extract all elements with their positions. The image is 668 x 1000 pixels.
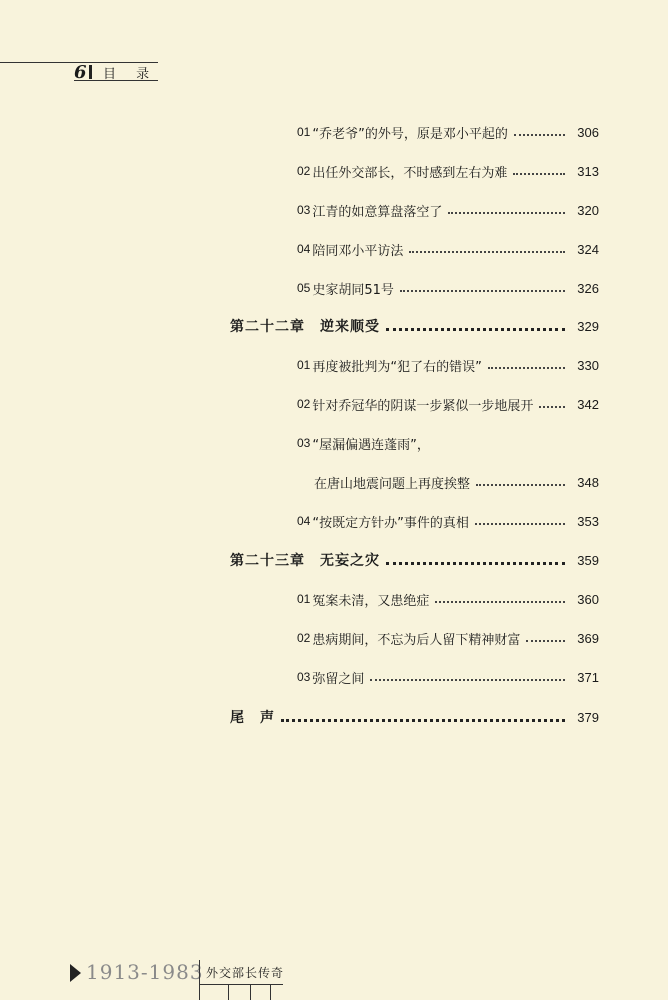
toc-entry[interactable] [297,353,599,377]
entry-number: 01 [297,125,311,139]
entry-number: 05 [297,281,311,295]
triangle-marker-icon [70,964,81,982]
entry-page: 320 [577,202,599,218]
leader-dots [435,601,565,603]
entry-number: 02 [297,164,311,178]
entry-page: 360 [577,591,599,607]
entry-title: 陪同邓小平访法 [312,243,404,259]
entry-title: “屋漏偏遇连蓬雨”， [312,437,430,453]
entry-page: 353 [577,513,599,529]
entry-page: 330 [577,357,599,373]
toc-entry[interactable] [297,431,599,455]
entry-number: 03 [297,436,311,450]
toc-entry[interactable] [297,665,599,689]
entry-title: 弥留之间 [312,671,365,687]
epilogue-title: 尾 声 [230,710,275,726]
entry-number: 01 [297,358,311,372]
footer-book-title: 外交部长传奇 [206,966,285,980]
entry-title: 出任外交部长，不时感到左右为难 [312,165,508,181]
leader-dots [448,212,565,214]
entry-page: 306 [577,124,599,140]
leader-dots [370,679,565,681]
page-number: 6 [74,62,87,83]
toc-entry[interactable] [297,392,599,416]
entry-title: 针对乔冠华的阴谋一步紧似一步地展开 [312,398,534,414]
header-title: 目 录 [103,67,158,82]
leader-dots [526,640,565,642]
entry-page: 326 [577,280,599,296]
entry-page: 348 [577,474,599,490]
toc-chapter[interactable] [230,314,599,338]
chapter-page: 359 [577,552,599,568]
entry-number: 03 [297,203,311,217]
entry-title: 江青的如意算盘落空了 [312,204,443,220]
entry-title: “乔老爷”的外号，原是邓小平起的 [312,126,508,142]
entry-title: “按既定方针办”事件的真相 [312,515,469,531]
toc-epilogue[interactable] [230,705,599,729]
entry-number: 01 [297,592,311,606]
leader-dots [386,328,565,331]
toc-entry[interactable] [297,237,599,261]
entry-page: 369 [577,630,599,646]
entry-title: 患病期间，不忘为后人留下精神财富 [312,632,521,648]
entry-title: 在唐山地震问题上再度挨整 [314,476,471,492]
footer-years: 1913-1983 [86,960,204,984]
chapter-title: 第二十三章 无妄之灾 [230,553,380,569]
footer-tick [250,984,251,1000]
leader-dots [475,523,565,525]
toc-entry[interactable] [297,120,599,144]
toc-entry[interactable] [297,509,599,533]
entry-page: 371 [577,669,599,685]
leader-dots [514,134,565,136]
epilogue-page: 379 [577,709,599,725]
entry-title: 再度被批判为“犯了右的错误” [312,359,482,375]
entry-number: 02 [297,397,311,411]
toc-entry[interactable] [297,587,599,611]
entry-page: 324 [577,241,599,257]
toc-entry[interactable] [297,198,599,222]
leader-dots [539,406,565,408]
entry-title: 冤案未清，又患绝症 [312,593,430,609]
chapter-page: 329 [577,318,599,334]
running-footer [0,958,668,1000]
footer-tick [270,984,271,1000]
leader-dots [476,484,565,486]
leader-dots [513,173,565,175]
leader-dots [281,719,565,722]
entry-number: 03 [297,670,311,684]
toc-entry-continuation[interactable] [314,470,599,494]
footer-tick [228,984,229,1000]
leader-dots [386,562,565,565]
entry-page: 342 [577,396,599,412]
footer-divider [199,960,200,1000]
chapter-title: 第二十二章 逆来顺受 [230,319,380,335]
leader-dots [488,367,565,369]
entry-title: 史家胡同51号 [312,282,394,298]
leader-dots [409,251,565,253]
leader-dots [400,290,565,292]
toc-entry[interactable] [297,626,599,650]
entry-number: 02 [297,631,311,645]
entry-page: 313 [577,163,599,179]
entry-number: 04 [297,514,311,528]
toc-entry[interactable] [297,276,599,300]
entry-number: 04 [297,242,311,256]
toc-entry[interactable] [297,159,599,183]
toc-chapter[interactable] [230,548,599,572]
